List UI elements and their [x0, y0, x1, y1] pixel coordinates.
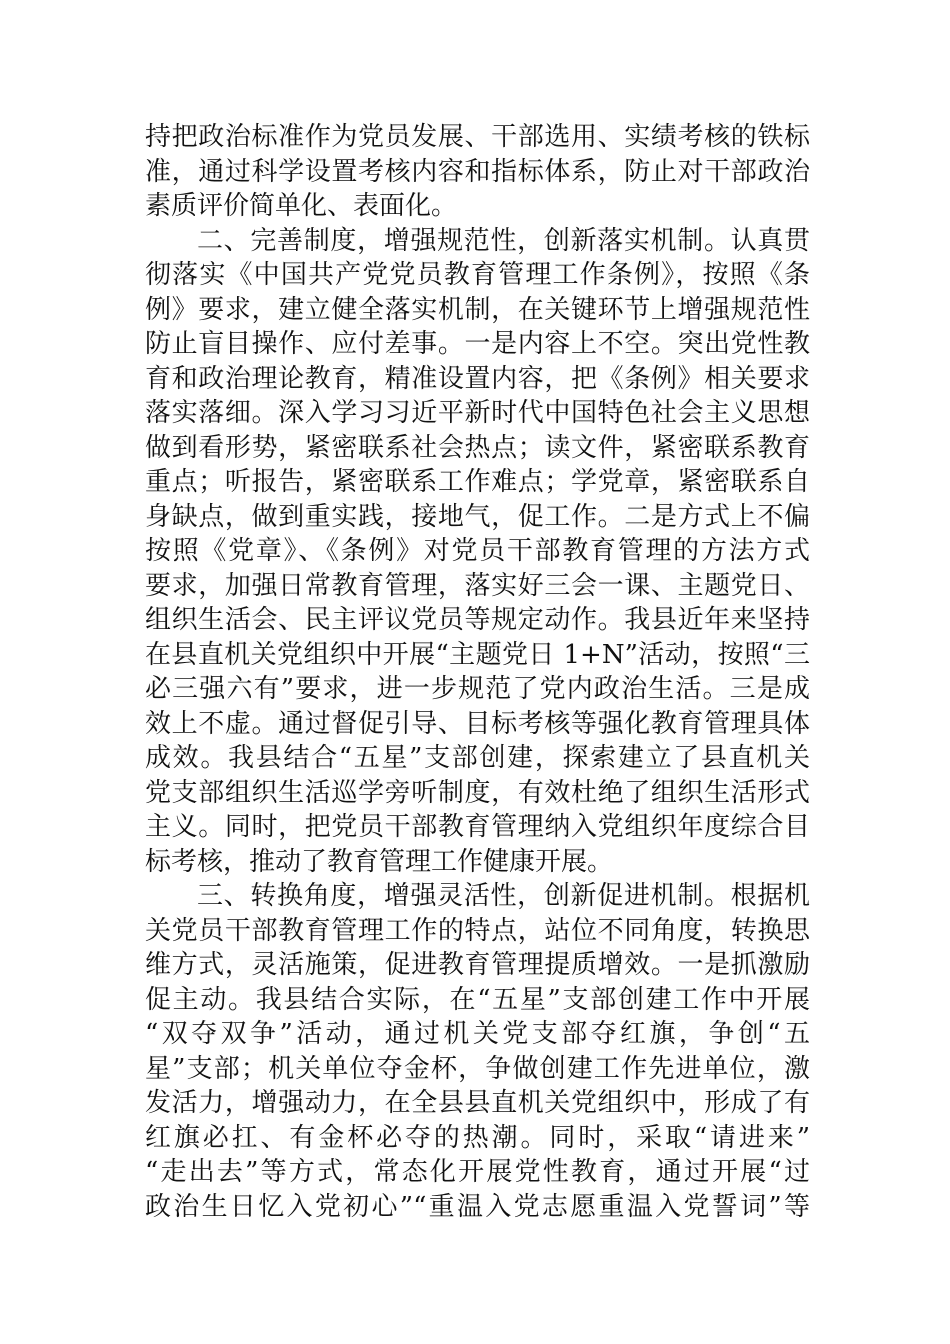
- text-line: 彻落实《中国共产党党员教育管理工作条例》，按照《条: [145, 260, 810, 290]
- text-line: 必三强六有”要求，进一步规范了党内政治生活。三是成: [145, 674, 810, 704]
- document-body: [145, 120, 810, 1224]
- text-line: 二、完善制度，增强规范性，创新落实机制。认真贯: [197, 225, 810, 256]
- text-line: 防止盲目操作、应付差事。一是内容上不空。突出党性教: [145, 329, 810, 359]
- text-line: 促主动。我县结合实际，在“五星”支部创建工作中开展: [145, 984, 810, 1015]
- text-line: 例》要求，建立健全落实机制，在关键环节上增强规范性: [145, 294, 810, 325]
- text-line: 效上不虚。通过督促引导、目标考核等强化教育管理具体: [145, 708, 810, 739]
- text-line: 重点；听报告，紧密联系工作难点；学党章，紧密联系自: [145, 467, 810, 497]
- text-line: 三、转换角度，增强灵活性，创新促进机制。根据机: [197, 881, 810, 911]
- text-line: 政治生日忆入党初心”“重温入党志愿重温入党誓词”等: [145, 1191, 810, 1222]
- text-line: 在县直机关党组织中开展“主题党日 1+N”活动，按照“三: [145, 639, 810, 670]
- text-line: 要求，加强日常教育管理，落实好三会一课、主题党日、: [145, 570, 810, 601]
- text-line: 主义。同时，把党员干部教育管理纳入党组织年度综合目: [145, 812, 810, 842]
- text-line: “双夺双争”活动，通过机关党支部夺红旗，争创“五: [145, 1019, 810, 1049]
- text-line: 发活力，增强动力，在全县县直机关党组织中，形成了有: [145, 1088, 810, 1118]
- text-line: 关党员干部教育管理工作的特点，站位不同角度，转换思: [145, 915, 810, 946]
- text-line: 身缺点，做到重实践，接地气，促工作。二是方式上不偏: [145, 501, 810, 532]
- text-line: 标考核，推动了教育管理工作健康开展。: [145, 846, 614, 877]
- text-line: 党支部组织生活巡学旁听制度，有效杜绝了组织生活形式: [145, 777, 810, 808]
- text-line: 星”支部；机关单位夺金杯，争做创建工作先进单位，激: [145, 1053, 810, 1084]
- text-line: 红旗必扛、有金杯必夺的热潮。同时，采取“请进来”: [145, 1122, 810, 1153]
- text-line: 持把政治标准作为党员发展、干部选用、实绩考核的铁标: [145, 122, 810, 152]
- text-line: 素质评价简单化、表面化。: [145, 191, 458, 221]
- text-line: 组织生活会、民主评议党员等规定动作。我县近年来坚持: [145, 605, 810, 635]
- text-line: 维方式，灵活施策，促进教育管理提质增效。一是抓激励: [145, 950, 810, 980]
- text-line: 落实落细。深入学习习近平新时代中国特色社会主义思想: [145, 398, 810, 428]
- text-line: 准，通过科学设置考核内容和指标体系，防止对干部政治: [145, 156, 810, 187]
- text-line: 育和政治理论教育，精准设置内容，把《条例》相关要求: [145, 363, 810, 394]
- text-line: 按照《党章》、《条例》对党员干部教育管理的方法方式: [145, 536, 810, 566]
- text-line: 成效。我县结合“五星”支部创建，探索建立了县直机关: [145, 743, 810, 773]
- text-line: 做到看形势，紧密联系社会热点；读文件，紧密联系教育: [145, 432, 810, 463]
- text-line: “走出去”等方式，常态化开展党性教育，通过开展“过: [145, 1157, 810, 1187]
